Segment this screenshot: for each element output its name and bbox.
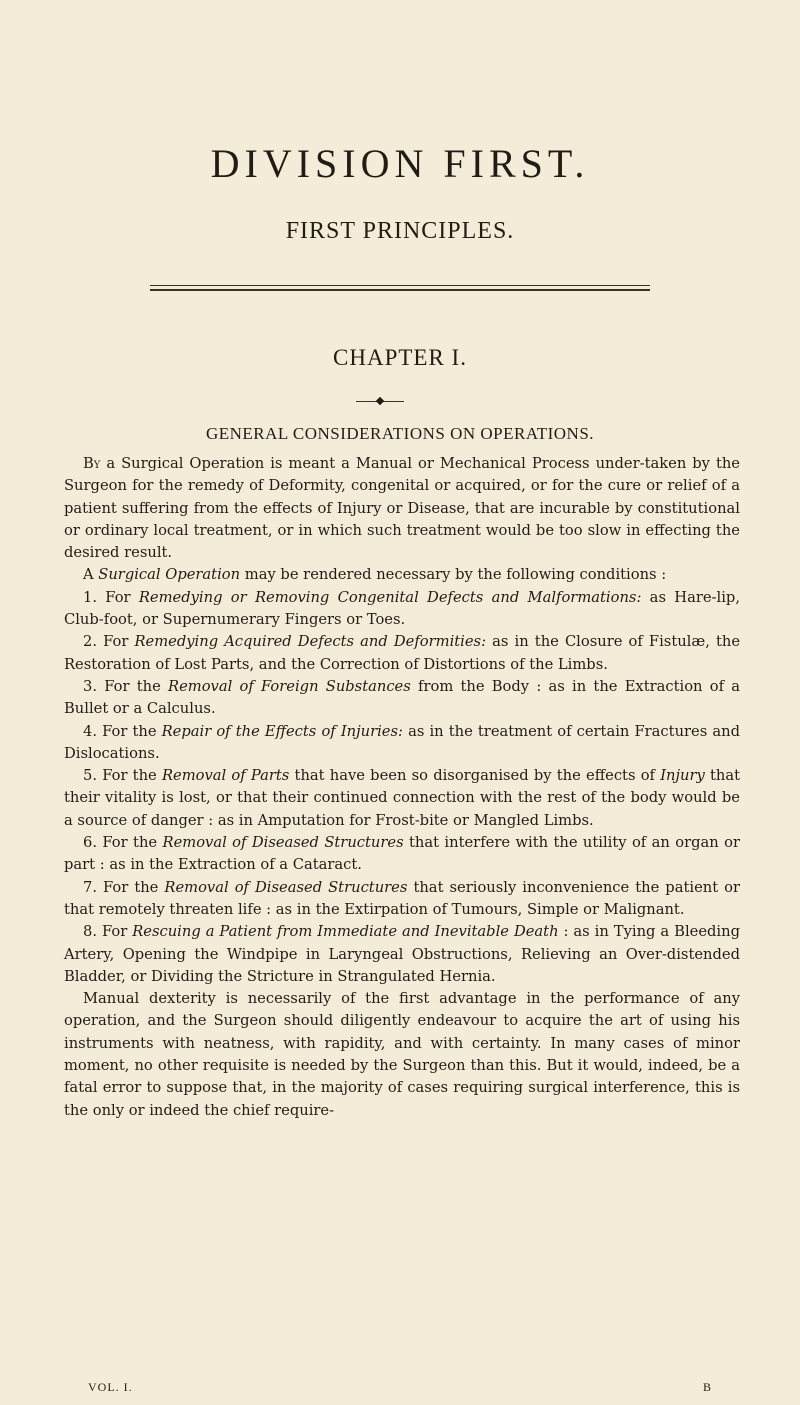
closing-paragraph: Manual dexterity is necessarily of the first advantage in the performance of any operation, and the Surgeon should diligently endeavour to acquire the art of using his instruments with neatness, with rapidity, and with certainty. In many cases of minor moment, no other requisite is needed by the Surgeon than this. But it would, indeed, be a fatal error to suppose that, in the majority of cases requiring surgical interference, this is the only or indeed the chief require- (64, 990, 740, 1119)
condition-item: 4. For the Repair of the Effects of Injuries: as in the treatment of certain Fractures and Dislocations. (64, 722, 740, 762)
volume-label: VOL. I. (88, 1380, 133, 1394)
intro-paragraph (64, 453, 740, 564)
page-footer (88, 1380, 712, 1395)
condition-item: 2. For Remedying Acquired Defects and Deformities: as in the Closure of Fistulæ, the Restoration of Lost Parts, and the Correction of Distortions of the Limbs. (64, 633, 741, 673)
condition-item: 5. For the Removal of Parts that have been so disorganised by the effects of Injury that their vitality is lost, or that their continued connection with the rest of the body would be a source of danger : as in Amputation for Frost-bite or Mangled Limbs. (64, 767, 741, 829)
condition-item: 7. For the Removal of Diseased Structures that seriously inconvenience the patient or that remotely threaten life : as in the Extirpation of Tumours, Simple or Malignant. (64, 878, 741, 918)
lead-word: By (83, 455, 101, 472)
divider-rule (150, 289, 650, 291)
section-title: GENERAL CONSIDERATIONS ON OPERATIONS. (205, 424, 595, 443)
chapter-title: CHAPTER I. (333, 345, 467, 370)
condition-item: 8. For Rescuing a Patient from Immediate and Inevitable Death : as in Tying a Bleeding Artery, Opening the Windpipe in Laryngeal Obstructions, Relieving an Over-distended Bladder, or Dividing the Stricture in Strangulated Hernia. (64, 923, 740, 985)
condition-item: 1. For Remedying or Removing Congenital Defects and Malformations: as Hare-lip, Club-foot, or Supernumerary Fingers or Toes. (64, 588, 740, 629)
division-title: DIVISION FIRST. (210, 141, 590, 186)
part-title: FIRST PRINCIPLES. (285, 218, 515, 244)
conditions-intro: A Surgical Operation may be rendered necessary by the following conditions : (83, 566, 667, 584)
ornament-divider (356, 397, 404, 405)
intro-text: a Surgical Operation is meant a Manual or Mechanical Process under-taken by the Surgeon for the remedy of Deformity, congenital or acquired, or for the cure or relief of a patient suffering from the effects of Injury or Disease, that are incurable by constitutional or ordinary local treatment, or in which such treatment would be too slow in effecting the desired result. (64, 455, 740, 562)
divider-rule (150, 285, 650, 286)
condition-item: 3. For the Removal of Foreign Substances from the Body : as in the Extraction of a Bullet or a Calculus. (64, 677, 741, 718)
diamond-icon (376, 397, 384, 405)
body-text (64, 453, 740, 1122)
condition-item: 6. For the Removal of Diseased Structures that interfere with the utility of an organ or part : as in the Extraction of a Cataract. (64, 834, 740, 874)
signature-mark: B (702, 1380, 712, 1394)
